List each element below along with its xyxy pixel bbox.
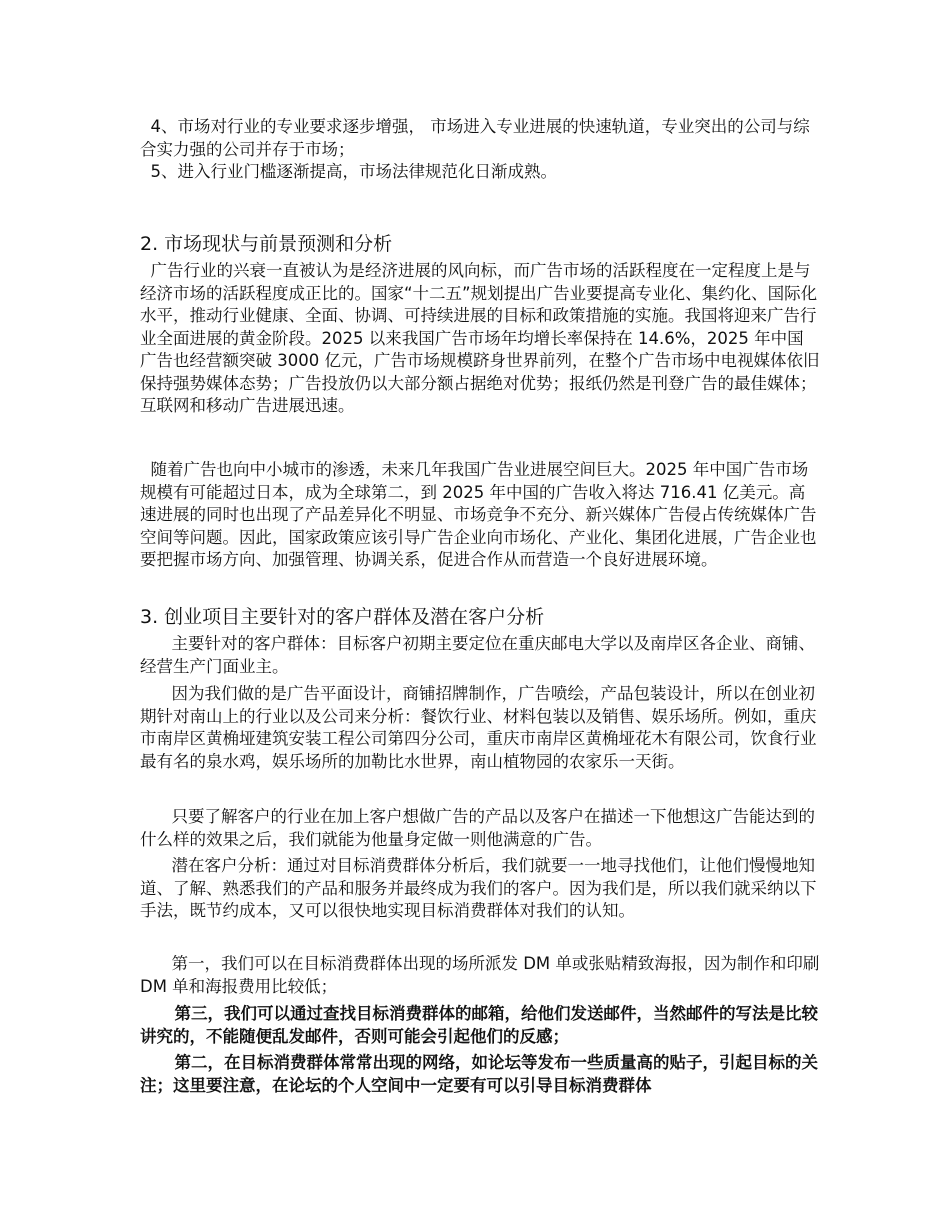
intro-item-4: 4、市场对行业的专业要求逐步增强， 市场进入专业进展的快速轨道，专业突出的公司与综合实力强的公司并存于市场； (140, 117, 810, 159)
section-3-paragraph-4: 潜在客户分析：通过对目标消费群体分析后，我们就要一一地寻找他们，让他们慢慢地知道、了解、熟悉我们的产品和服务并最终成为我们的客户。因为我们是，所以我们就采纳以下手法，既节约成本，又可以很快地实现目标消费群体对我们的认知。 (140, 856, 817, 920)
section-3-paragraph-2: 因为我们做的是广告平面设计，商铺招牌制作，广告喷绘，产品包装设计，所以在创业初期针对南山上的行业以及公司来分析：餐饮行业、材料包装以及销售、娱乐场所。例如，重庆市南岸区黄桷垭建筑安装工程公司第四分公司，重庆市南岸区黄桷垭花木有限公司，饮食行业最有名的泉水鸡，娱乐场所的加勒比水世界，南山植物园的农家乐一天街。 (140, 684, 817, 771)
section-3-paragraph-5: 第一，我们可以在目标消费群体出现的场所派发 DM 单或张贴精致海报，因为制作和印刷 DM 单和海报费用比较低； (140, 954, 825, 996)
section-3-paragraph-3: 只要了解客户的行业在加上客户想做广告的产品以及客户在描述一下他想这广告能达到的什么样的效果之后，我们就能为他量身定做一则他满意的广告。 (140, 807, 815, 849)
section-3-bold-paragraph-1: 第三，我们可以通过查找目标消费群体的邮箱，给他们发送邮件，当然邮件的写法是比较讲究的，不能随便乱发邮件，否则可能会引起他们的反感； (140, 1004, 818, 1046)
section-2-paragraph-1: 广告行业的兴衰一直被认为是经济进展的风向标，而广告市场的活跃程度在一定程度上是与经济市场的活跃程度成正比的。国家“十二五”规划提出广告业要提高专业化、集约化、国际化水平，推动行业健康、全面、协调、可持续进展的目标和政策措施的实施。我国将迎来广告行业全面进展的黄金阶段。2025 以来我国广告市场年均增长率保持在 14.6%，2025 年中国广告也经营额突破 3000 亿元，广告市场规模跻身世界前列，在整个广告市场中电视媒体依旧保持强势媒体态势；广告投放仍以大部分额占据绝对优势；报纸仍然是刊登广告的最佳媒体；互联网和移动广告进展迅速。 (140, 261, 820, 415)
section-2-heading: 2. 市场现状与前景预测和分析 (140, 233, 393, 255)
section-2-paragraph-2: 随着广告也向中小城市的渗透，未来几年我国广告业进展空间巨大。2025 年中国广告市场规模有可能超过日本，成为全球第二，到 2025 年中国的广告收入将达 716.41 亿美元。高速进展的同时也出现了产品差异化不明显、市场竞争不充分、新兴媒体广告侵占传统媒体广告空间等问题。因此，国家政策应该引导广告企业向市场化、产业化、集团化进展，广告企业也要把握市场方向、加强管理、协调关系，促进合作从而营造一个良好进展环境。 (140, 460, 817, 569)
section-3-bold-paragraph-2: 第二，在目标消费群体常常出现的网络，如论坛等发布一些质量高的贴子，引起目标的关注；这里要注意，在论坛的个人空间中一定要有可以引导目标消费群体 (140, 1053, 818, 1095)
section-3-paragraph-1: 主要针对的客户群体：目标客户初期主要定位在重庆邮电大学以及南岸区各企业、商铺、经营生产门面业主。 (140, 634, 815, 676)
section-3-heading: 3. 创业项目主要针对的客户群体及潜在客户分析 (140, 606, 545, 628)
intro-item-5: 5、进入行业门槛逐渐提高，市场法律规范化日渐成熟。 (140, 162, 557, 181)
